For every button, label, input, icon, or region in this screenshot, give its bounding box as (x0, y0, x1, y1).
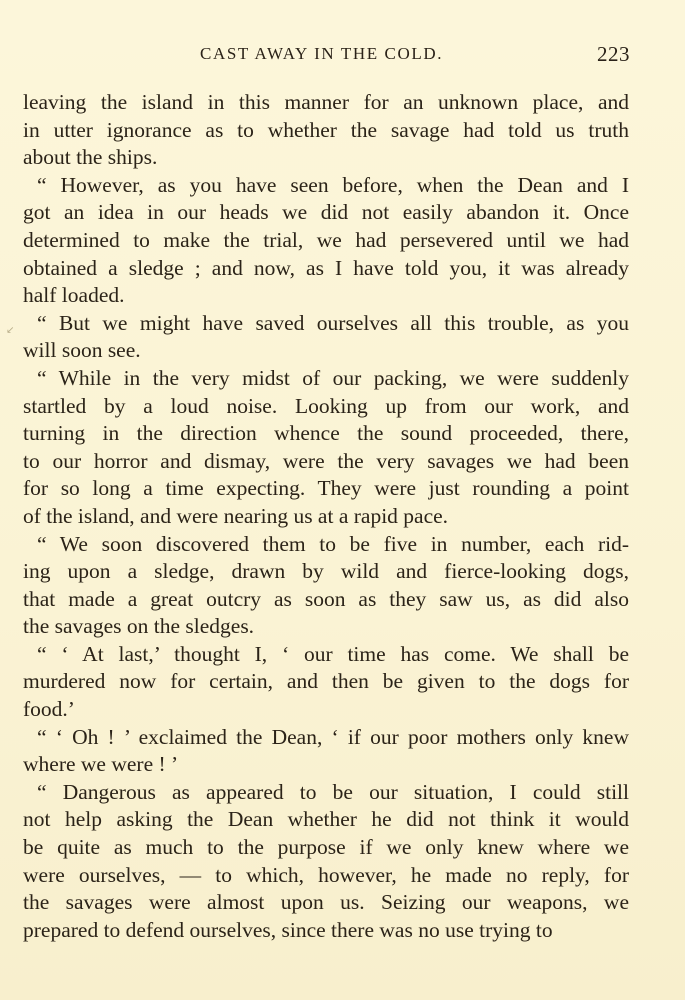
text-line: “ But we might have saved ourselves all this trouble, as you (37, 310, 629, 335)
text-line: that made a great outcry as soon as they saw us, as did also (23, 586, 629, 611)
text-line: “ Dangerous as appeared to be our situation, I could still (37, 779, 629, 804)
running-head: CAST AWAY IN THE COLD. (200, 44, 444, 63)
margin-mark: ↙ (6, 325, 15, 336)
text-line: about the ships. (23, 145, 158, 170)
text-line: food.’ (23, 697, 75, 722)
text-line: prepared to defend ourselves, since there was no use trying to (23, 917, 553, 942)
page-number: 223 (597, 42, 630, 66)
page-header (0, 40, 685, 70)
text-line: ing upon a sledge, drawn by wild and fierce-looking dogs, (23, 559, 629, 584)
text-line: to our horror and dismay, were the very savages we had been (23, 448, 629, 473)
text-line: in utter ignorance as to whether the savage had told us truth (23, 117, 629, 142)
paragraph (23, 531, 629, 641)
text-line: will soon see. (23, 338, 141, 363)
paragraph (23, 89, 629, 172)
paragraph (23, 172, 629, 310)
text-line: were ourselves, — to which, however, he made no reply, for (23, 862, 629, 887)
paragraph (23, 779, 629, 945)
text-line: murdered now for certain, and then be given to the dogs for (23, 669, 629, 694)
text-line: got an idea in our heads we did not easily abandon it. Once (23, 200, 629, 225)
text-line: “ ‘ At last,’ thought I, ‘ our time has come. We shall be (37, 641, 629, 666)
text-line: not help asking the Dean whether he did not think it would (23, 807, 629, 832)
text-line: the savages were almost upon us. Seizing our weapons, we (23, 890, 629, 915)
body-text (23, 89, 629, 944)
text-line: determined to make the trial, we had persevered until we had (23, 227, 629, 252)
text-line: “ However, as you have seen before, when the Dean and I (37, 172, 629, 197)
text-line: for so long a time expecting. They were just rounding a point (23, 476, 629, 501)
paragraph (23, 724, 629, 779)
text-line: turning in the direction whence the sound proceeded, there, (23, 421, 629, 446)
text-line: half loaded. (23, 283, 125, 308)
text-line: where we were ! ’ (23, 752, 179, 777)
text-line: the savages on the sledges. (23, 614, 255, 639)
text-line: “ We soon discovered them to be five in number, each rid- (37, 531, 629, 556)
paragraph (23, 365, 629, 531)
text-line: obtained a sledge ; and now, as I have told you, it was already (23, 255, 629, 280)
paragraph (23, 641, 629, 724)
text-line: startled by a loud noise. Looking up from our work, and (23, 393, 629, 418)
text-line: “ While in the very midst of our packing, we were suddenly (37, 365, 629, 390)
paragraph (23, 310, 629, 365)
text-line: of the island, and were nearing us at a rapid pace. (23, 503, 449, 528)
text-line: leaving the island in this manner for an unknown place, and (23, 90, 629, 114)
text-line: be quite as much to the purpose if we only knew where we (23, 835, 629, 860)
text-line: “ ‘ Oh ! ’ exclaimed the Dean, ‘ if our poor mothers only knew (37, 724, 629, 749)
